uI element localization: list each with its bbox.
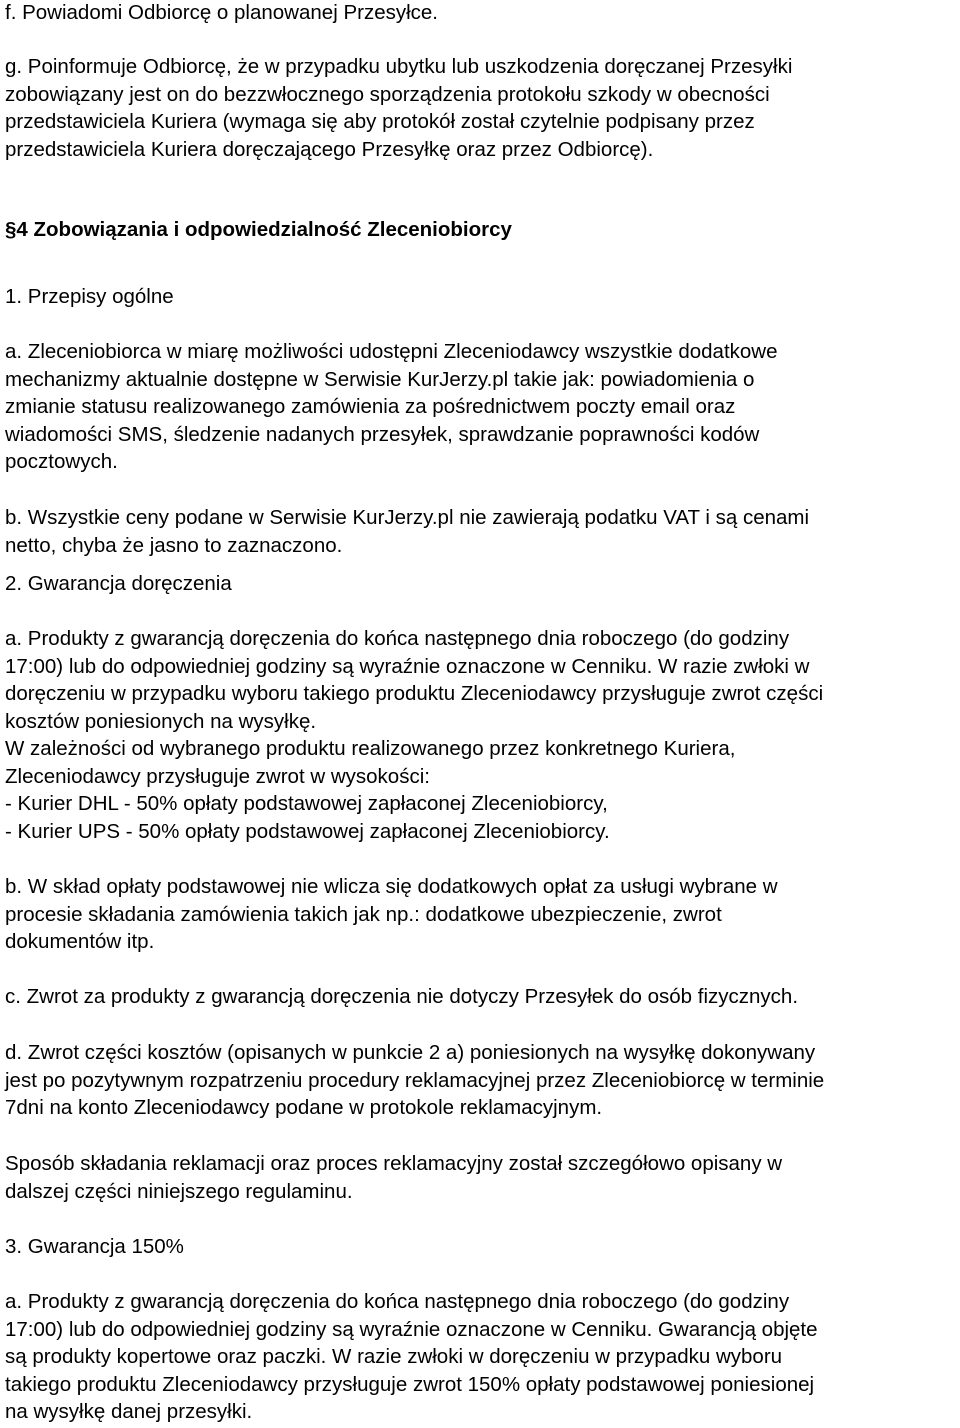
paragraph-2c: [5, 983, 798, 1011]
paragraph-1f: [5, 0, 438, 27]
text-line: dalszej części niniejszego regulaminu.: [5, 1179, 353, 1203]
text-line: c. Zwrot za produkty z gwarancją doręczenia nie dotyczy Przesyłek do osób fizycznych.: [5, 985, 799, 1008]
text-line: Zleceniodawcy przysługuje zwrot w wysokości:: [5, 764, 430, 788]
text-line: W zależności od wybranego produktu realizowanego przez konkretnego Kuriera,: [5, 737, 736, 760]
text-line: a. Produkty z gwarancją doręczenia do końca następnego dnia roboczego (do godziny: [5, 1290, 790, 1313]
text-line: 17:00) lub do odpowiedniej godziny są wyraźnie oznaczone w Cenniku. Gwarancją objęte: [5, 1317, 818, 1341]
text-line: 7dni na konto Zleceniodawcy podane w protokole reklamacyjnym.: [5, 1096, 603, 1119]
heading-text: §4 Zobowiązania i odpowiedzialność Zleceniobiorcy: [5, 218, 512, 241]
text-line: 3. Gwarancja 150%: [5, 1235, 184, 1258]
text-line: takiego produktu Zleceniodawcy przysługuje zwrot 150% opłaty podstawowej poniesionej: [5, 1372, 815, 1396]
text-line: f. Powiadomi Odbiorcę o planowanej Przesyłce.: [5, 1, 438, 24]
text-line: przedstawiciela Kuriera doręczającego Przesyłkę oraz przez Odbiorcę).: [5, 137, 654, 161]
text-line: zobowiązany jest on do bezzwłocznego sporządzenia protokołu szkody w obecności: [5, 82, 770, 106]
text-line: procesie składania zamówienia takich jak np.: dodatkowe ubezpieczenie, zwrot: [5, 902, 722, 926]
text-line: są produkty kopertowe oraz paczki. W razie zwłoki w doręczeniu w przypadku wyboru: [5, 1345, 783, 1368]
section-4-heading: [5, 216, 512, 244]
paragraph-complaints-note: [5, 1150, 782, 1205]
text-line: a. Produkty z gwarancją doręczenia do końca następnego dnia roboczego (do godziny: [5, 627, 790, 650]
paragraph-2d: [5, 1039, 824, 1122]
paragraph-1b: [5, 504, 809, 559]
text-line: 17:00) lub do odpowiedniej godziny są wyraźnie oznaczone w Cenniku. W razie zwłoki w: [5, 654, 810, 678]
text-line: g. Poinformuje Odbiorcę, że w przypadku ubytku lub uszkodzenia doręczanej Przesyłki: [5, 55, 793, 78]
paragraph-1g: [5, 53, 792, 163]
text-line: b. Wszystkie ceny podane w Serwisie KurJerzy.pl nie zawierają podatku VAT i są cenami: [5, 506, 810, 529]
paragraph-2a: [5, 625, 823, 845]
text-line: d. Zwrot części kosztów (opisanych w punkcie 2 a) poniesionych na wysyłkę dokonywany: [5, 1041, 816, 1064]
subsection-1-title: [5, 283, 174, 311]
text-line: Sposób składania reklamacji oraz proces reklamacyjny został szczegółowo opisany w: [5, 1152, 783, 1175]
paragraph-3a: [5, 1288, 818, 1426]
text-line: kosztów poniesionych na wysyłkę.: [5, 709, 317, 733]
text-line: doręczeniu w przypadku wyboru takiego produktu Zleceniodawcy przysługuje zwrot części: [5, 682, 824, 705]
text-line: - Kurier DHL - 50% opłaty podstawowej zapłaconej Zleceniobiorcy,: [5, 792, 608, 815]
text-line: przedstawiciela Kuriera (wymaga się aby protokół został czytelnie podpisany przez: [5, 110, 755, 133]
text-line: a. Zleceniobiorca w miarę możliwości udostępni Zleceniodawcy wszystkie dodatkowe: [5, 340, 778, 363]
text-line: wiadomości SMS, śledzenie nadanych przesyłek, sprawdzanie poprawności kodów: [5, 422, 760, 446]
text-line: 1. Przepisy ogólne: [5, 285, 174, 308]
text-line: zmianie statusu realizowanego zamówienia za pośrednictwem poczty email oraz: [5, 395, 736, 418]
subsection-2-title: [5, 570, 232, 598]
text-line: pocztowych.: [5, 450, 118, 473]
text-line: mechanizmy aktualnie dostępne w Serwisie KurJerzy.pl takie jak: powiadomienia o: [5, 367, 755, 391]
paragraph-2b: [5, 873, 778, 956]
paragraph-1a: [5, 338, 778, 476]
text-line: netto, chyba że jasno to zaznaczono.: [5, 533, 343, 557]
text-line: b. W skład opłaty podstawowej nie wlicza się dodatkowych opłat za usługi wybrane w: [5, 875, 778, 898]
text-line: jest po pozytywnym rozpatrzeniu procedury reklamacyjnej przez Zleceniobiorcę w terminie: [5, 1068, 825, 1092]
text-line: dokumentów itp.: [5, 930, 155, 953]
subsection-3-title: [5, 1233, 184, 1261]
text-line: 2. Gwarancja doręczenia: [5, 572, 232, 595]
text-line: na wysyłkę danej przesyłki.: [5, 1400, 253, 1423]
text-line: - Kurier UPS - 50% opłaty podstawowej zapłaconej Zleceniobiorcy.: [5, 819, 610, 843]
